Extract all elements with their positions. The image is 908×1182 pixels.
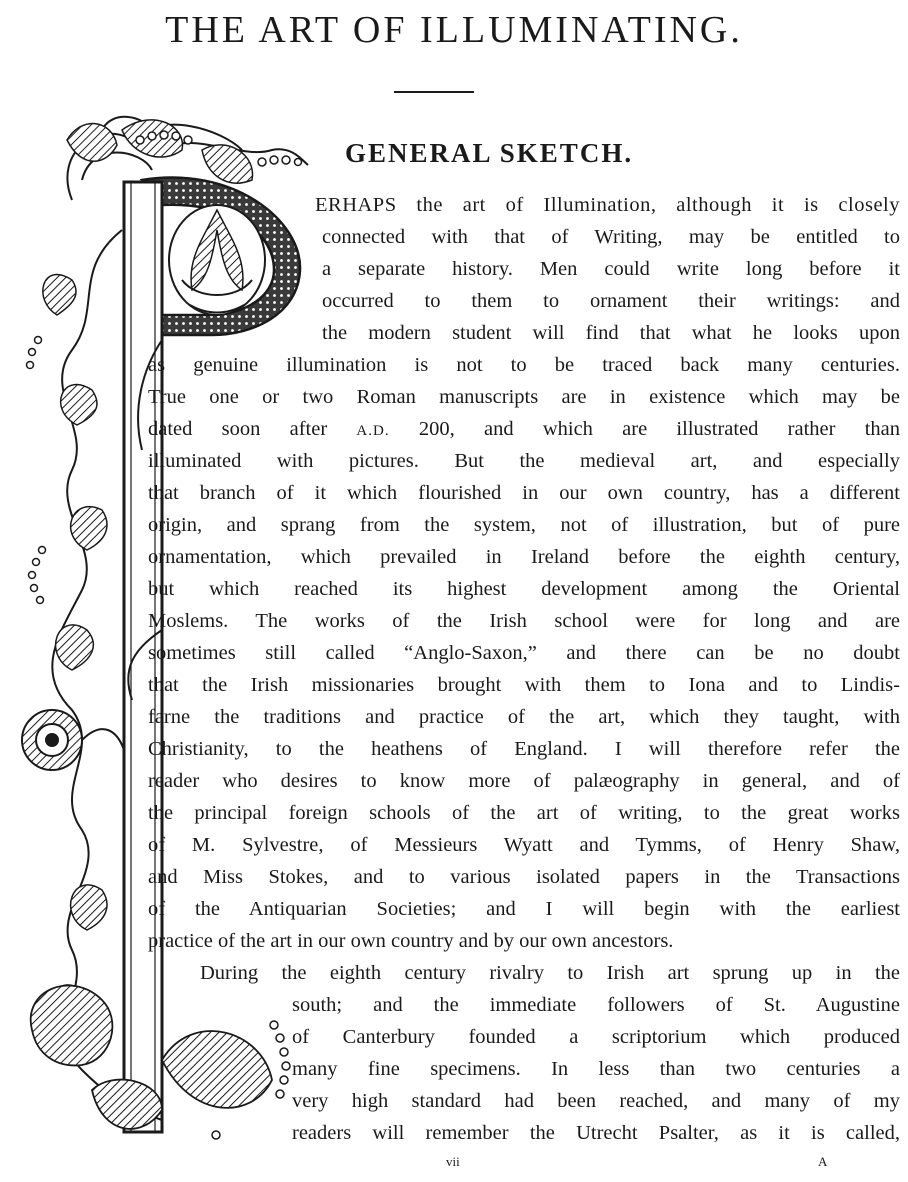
ornament-rosette: [22, 710, 124, 770]
text-line-19: reader who desires to know more of palæography in general, and of: [148, 770, 900, 792]
text-line-1: ERHAPS the art of Illumination, although it is closely: [315, 194, 900, 216]
text-line-26: south; and the immediate followers of St. Augustine: [292, 994, 900, 1016]
title-rule: [394, 91, 474, 93]
text-line-25: During the eighth century rivalry to Irish art sprung up in the: [200, 962, 900, 984]
text-line-14: Moslems. The works of the Irish school were for long and are: [148, 610, 900, 632]
text-line-5: the modern student will find that what he looks upon: [322, 322, 900, 344]
initial-p-bowl: [142, 177, 300, 335]
text-line-8-ad: A.D.: [356, 423, 390, 439]
text-line-27: of Canterbury founded a scriptorium which produced: [292, 1026, 900, 1048]
folio-number: vii: [446, 1154, 460, 1169]
text-line-12: ornamentation, which prevailed in Ireland before the eighth century,: [148, 546, 900, 568]
text-line-3: a separate history. Men could write long before it: [322, 258, 900, 280]
text-line-23: of the Antiquarian Societies; and I will begin with the earliest: [148, 898, 900, 920]
text-line-20: the principal foreign schools of the art of writing, to the great works: [148, 802, 900, 824]
text-line-4: occurred to them to ornament their writings: and: [322, 290, 900, 312]
text-line-8: [148, 414, 900, 445]
text-line-29: very high standard had been reached, and many of my: [292, 1090, 900, 1112]
text-line-2: connected with that of Writing, may be entitled to: [322, 226, 900, 248]
text-line-17: farne the traditions and practice of the art, which they taught, with: [148, 706, 900, 728]
text-line-13: but which reached its highest development among the Oriental: [148, 578, 900, 600]
text-line-7: True one or two Roman manuscripts are in existence which may be: [148, 386, 900, 408]
ornament-top-leaves: [67, 120, 253, 183]
text-line-28: many fine specimens. In less than two centuries a: [292, 1058, 900, 1080]
text-line-8-end: 200, and which are illustrated rather than: [389, 418, 901, 440]
text-line-15: sometimes still called “Anglo-Saxon,” and there can be no doubt: [148, 642, 900, 664]
signature-mark: A: [818, 1154, 828, 1169]
text-line-8-start: dated soon after: [148, 418, 357, 440]
text-line-6: as genuine illumination is not to be traced back many centuries.: [148, 354, 900, 376]
text-line-10: that branch of it which flourished in our own country, has a different: [148, 482, 900, 504]
text-line-16: that the Irish missionaries brought with them to Iona and to Lindis-: [148, 674, 900, 696]
text-line-24: practice of the art in our own country and by our own ancestors.: [148, 930, 674, 952]
section-heading: GENERAL SKETCH.: [345, 138, 634, 168]
page-title: THE ART OF ILLUMINATING.: [165, 9, 743, 51]
text-line-11: origin, and sprang from the system, not of illustration, but of pure: [148, 514, 900, 536]
text-line-21: of M. Sylvestre, of Messieurs Wyatt and Tymms, of Henry Shaw,: [148, 834, 900, 856]
text-line-9: illuminated with pictures. But the medieval art, and especially: [148, 450, 900, 472]
text-line-22: and Miss Stokes, and to various isolated papers in the Transactions: [148, 866, 900, 888]
initial-letter-glyph: P: [312, 110, 313, 111]
text-line-18: Christianity, to the heathens of England. I will therefore refer the: [148, 738, 900, 760]
text-line-30: readers will remember the Utrecht Psalter, as it is called,: [292, 1122, 900, 1144]
ornament-vine-leaves: [43, 275, 107, 1030]
